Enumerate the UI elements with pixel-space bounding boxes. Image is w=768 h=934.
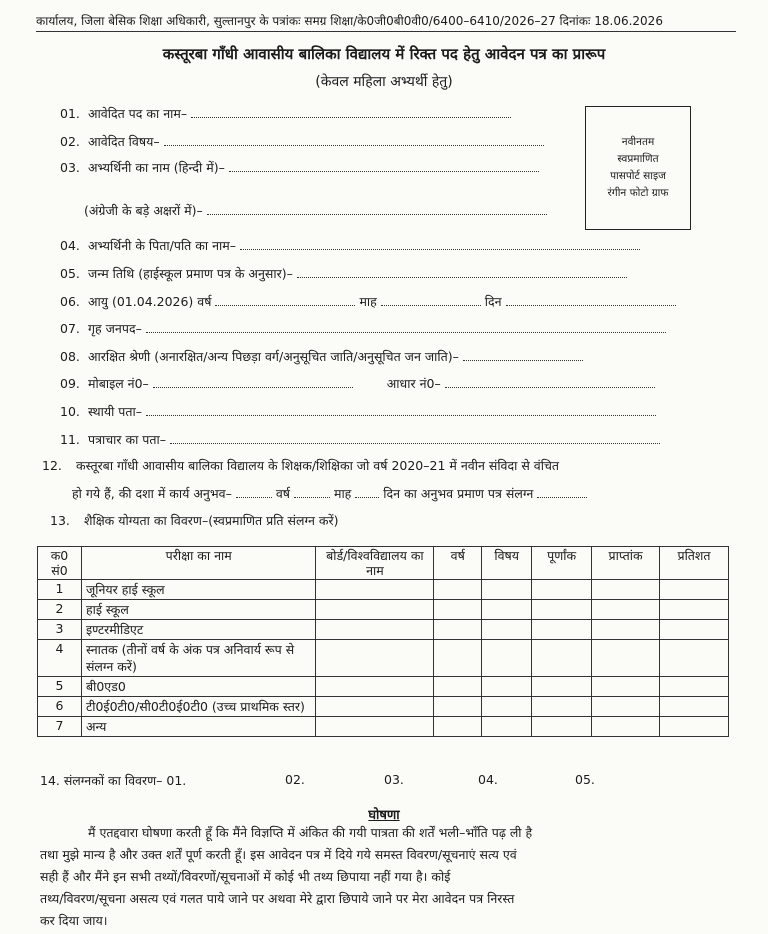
field-name-hindi bbox=[60, 157, 539, 177]
attachment-item: 02. bbox=[285, 772, 305, 787]
declaration-text bbox=[40, 822, 680, 932]
experience-year-label: वर्ष bbox=[275, 486, 290, 501]
field-postal-address bbox=[60, 429, 660, 449]
table-cell-input[interactable] bbox=[316, 620, 434, 640]
age-label: आयु (01.04.2026) वर्ष bbox=[87, 294, 212, 309]
table-cell-input[interactable] bbox=[660, 717, 729, 737]
column-header: पूर्णांक bbox=[532, 547, 592, 580]
attachment-item: 04. bbox=[478, 772, 498, 787]
field-contact bbox=[60, 373, 655, 393]
dob-input[interactable] bbox=[297, 263, 627, 278]
field-label: पत्राचार का पता– bbox=[87, 432, 167, 447]
experience-text: दिन का अनुभव प्रमाण पत्र संलग्न bbox=[383, 486, 534, 501]
subject-input[interactable] bbox=[164, 131, 544, 146]
field-post-name bbox=[60, 103, 511, 123]
table-cell-input[interactable] bbox=[660, 580, 729, 600]
field-number: 02. bbox=[60, 134, 80, 149]
age-days-input[interactable] bbox=[506, 291, 676, 306]
row-exam-name: टी0ई0टी0/सी0टी0ई0टी0 (उच्च प्राथमिक स्तर) bbox=[81, 697, 316, 717]
photo-box bbox=[585, 106, 691, 230]
table-cell-input[interactable] bbox=[434, 600, 482, 620]
age-month-label: माह bbox=[359, 294, 377, 309]
table-cell-input[interactable] bbox=[316, 697, 434, 717]
table-cell-input[interactable] bbox=[592, 640, 660, 677]
aadhaar-input[interactable] bbox=[445, 373, 655, 388]
age-months-input[interactable] bbox=[381, 291, 481, 306]
field-number: 04. bbox=[60, 238, 80, 253]
field-experience bbox=[42, 456, 559, 476]
field-father-husband-name bbox=[60, 235, 640, 255]
field-label: आरक्षित श्रेणी (अनारक्षित/अन्य पिछड़ा वर्ग/अनुसूचित जाति/अनुसूचित जन जाति)– bbox=[87, 349, 459, 364]
table-cell-input[interactable] bbox=[660, 677, 729, 697]
field-name-english bbox=[84, 200, 547, 220]
declaration-line: तथा मुझे मान्य है और उक्त शर्तें पूर्ण करती हूँ। इस आवेदन पत्र में दिये गये समस्त विवरण/सूचनाएं सत्य एवं bbox=[40, 847, 517, 862]
table-cell-input[interactable] bbox=[592, 677, 660, 697]
table-row bbox=[38, 620, 729, 640]
table-header-row bbox=[38, 547, 729, 580]
experience-text: कस्तूरबा गाँधी आवासीय बालिका विद्यालय के शिक्षक/शिक्षिका जो वर्ष 2020–21 में नवीन संविदा से वंचित bbox=[75, 458, 560, 473]
table-cell-input[interactable] bbox=[482, 697, 532, 717]
education-table bbox=[37, 546, 729, 737]
table-cell-input[interactable] bbox=[660, 697, 729, 717]
table-row bbox=[38, 600, 729, 620]
experience-trailing-dots bbox=[537, 483, 587, 498]
column-header: बोर्ड/विश्वविद्यालय का नाम bbox=[316, 547, 434, 580]
field-reserved-category bbox=[60, 346, 583, 366]
declaration-line: सही हैं और मैंने इन सभी तथ्यों/विवरणों/सूचनाओं में कोई भी तथ्य छिपाया नहीं गया है। कोई bbox=[40, 869, 451, 884]
field-permanent-address bbox=[60, 401, 656, 421]
table-cell-input[interactable] bbox=[532, 717, 592, 737]
experience-month-label: माह bbox=[333, 486, 352, 501]
form-subtitle: (केवल महिला अभ्यर्थी हेतु) bbox=[315, 74, 453, 90]
field-number: 10. bbox=[60, 404, 80, 419]
form-title: कस्तूरबा गाँधी आवासीय बालिका विद्यालय में रिक्त पद हेतु आवेदन पत्र का प्रारूप bbox=[162, 45, 606, 63]
field-label: आवेदित पद का नाम– bbox=[87, 106, 188, 121]
field-number: 12. bbox=[42, 458, 62, 473]
table-cell-input[interactable] bbox=[532, 640, 592, 677]
table-row bbox=[38, 580, 729, 600]
name-hindi-input[interactable] bbox=[229, 157, 539, 172]
field-number: 09. bbox=[60, 376, 80, 391]
postal-address-input[interactable] bbox=[170, 429, 660, 444]
row-exam-name: हाई स्कूल bbox=[81, 600, 316, 620]
table-cell-input[interactable] bbox=[434, 677, 482, 697]
table-cell-input[interactable] bbox=[592, 600, 660, 620]
experience-months-input[interactable] bbox=[294, 483, 330, 498]
field-label: स्थायी पता– bbox=[87, 404, 142, 419]
column-header: परीक्षा का नाम bbox=[81, 547, 316, 580]
column-header: क0 सं0 bbox=[38, 547, 82, 580]
field-home-district bbox=[60, 318, 666, 338]
row-exam-name: जूनियर हाई स्कूल bbox=[81, 580, 316, 600]
experience-years-input[interactable] bbox=[236, 483, 272, 498]
table-cell-input[interactable] bbox=[434, 717, 482, 737]
experience-text: हो गये हैं, की दशा में कार्य अनुभव– bbox=[72, 486, 232, 501]
row-exam-name: अन्य bbox=[81, 717, 316, 737]
table-cell-input[interactable] bbox=[316, 580, 434, 600]
permanent-address-input[interactable] bbox=[146, 401, 656, 416]
table-cell-input[interactable] bbox=[316, 717, 434, 737]
table-cell-input[interactable] bbox=[660, 600, 729, 620]
attachments-row bbox=[0, 772, 768, 792]
row-serial: 6 bbox=[38, 697, 82, 717]
table-cell-input[interactable] bbox=[532, 580, 592, 600]
table-cell-input[interactable] bbox=[482, 677, 532, 697]
field-number: 11. bbox=[60, 432, 80, 447]
table-row bbox=[38, 677, 729, 697]
field-label: आवेदित विषय– bbox=[87, 134, 160, 149]
field-label: (अंग्रेजी के बड़े अक्षरों में)– bbox=[84, 203, 203, 218]
attachments-label: 14. संलग्नकों का विवरण– 01. bbox=[40, 773, 187, 788]
declaration-line: तथ्य/विवरण/सूचना असत्य एवं गलत पाये जाने पर अथवा मेरे द्वारा छिपाये जाने पर मेरा आवेदन पत्र निरस्त bbox=[40, 891, 515, 906]
table-row bbox=[38, 697, 729, 717]
photo-box-line: रंगीन फोटो ग्राफ bbox=[607, 187, 669, 199]
field-number: 06. bbox=[60, 294, 80, 309]
table-cell-input[interactable] bbox=[434, 697, 482, 717]
reserved-category-input[interactable] bbox=[463, 346, 583, 361]
table-cell-input[interactable] bbox=[316, 640, 434, 677]
table-cell-input[interactable] bbox=[660, 640, 729, 677]
row-serial: 4 bbox=[38, 640, 82, 677]
declaration-heading: घोषणा bbox=[368, 808, 400, 823]
field-dob bbox=[60, 263, 627, 283]
table-cell-input[interactable] bbox=[434, 640, 482, 677]
declaration-line: मैं एतद्दवारा घोषणा करती हूँ कि मैंने विज्ञप्ति में अंकित की गयी पात्रता की शर्तें भली–भाँति पढ़ ली है bbox=[88, 825, 533, 840]
field-age bbox=[60, 291, 676, 311]
field-label: जन्म तिथि (हाईस्कूल प्रमाण पत्र के अनुसार)– bbox=[87, 266, 293, 281]
mobile-input[interactable] bbox=[153, 373, 353, 388]
father-husband-name-input[interactable] bbox=[240, 235, 640, 250]
table-cell-input[interactable] bbox=[592, 580, 660, 600]
table-cell-input[interactable] bbox=[532, 677, 592, 697]
declaration-line: कर दिया जाय। bbox=[40, 913, 108, 928]
experience-days-input[interactable] bbox=[355, 483, 379, 498]
table-row bbox=[38, 640, 729, 677]
table-cell-input[interactable] bbox=[482, 600, 532, 620]
table-cell-input[interactable] bbox=[482, 620, 532, 640]
row-serial: 5 bbox=[38, 677, 82, 697]
education-label: शैक्षिक योग्यता का विवरण–(स्वप्रमाणित प्रति संलग्न करें) bbox=[83, 513, 339, 528]
field-number: 05. bbox=[60, 266, 80, 281]
table-row bbox=[38, 717, 729, 737]
table-cell-input[interactable] bbox=[592, 697, 660, 717]
table-cell-input[interactable] bbox=[532, 697, 592, 717]
column-header: विषय bbox=[482, 547, 532, 580]
field-subject bbox=[60, 131, 544, 151]
field-number: 07. bbox=[60, 321, 80, 336]
name-english-input[interactable] bbox=[207, 200, 547, 215]
column-header: प्रतिशत bbox=[660, 547, 729, 580]
age-years-input[interactable] bbox=[215, 291, 355, 306]
table-cell-input[interactable] bbox=[482, 580, 532, 600]
field-label: अभ्यर्थिनी का नाम (हिन्दी में)– bbox=[87, 160, 225, 175]
photo-box-line: पासपोर्ट साइज bbox=[610, 170, 666, 182]
field-label: गृह जनपद– bbox=[87, 321, 142, 336]
table-cell-input[interactable] bbox=[532, 620, 592, 640]
photo-box-line: नवीनतम bbox=[621, 136, 655, 148]
row-serial: 3 bbox=[38, 620, 82, 640]
row-exam-name: स्नातक (तीनों वर्ष के अंक पत्र अनिवार्य रूप से संलग्न करें) bbox=[81, 640, 316, 677]
post-name-input[interactable] bbox=[191, 103, 511, 118]
photo-box-line: स्वप्रमाणित bbox=[617, 153, 659, 165]
table-cell-input[interactable] bbox=[592, 620, 660, 640]
table-cell-input[interactable] bbox=[592, 717, 660, 737]
field-number: 13. bbox=[50, 513, 70, 528]
aadhaar-label: आधार नं0– bbox=[386, 376, 441, 391]
row-serial: 1 bbox=[38, 580, 82, 600]
age-day-label: दिन bbox=[484, 294, 502, 309]
row-exam-name: बी0एड0 bbox=[81, 677, 316, 697]
field-experience-duration bbox=[72, 483, 587, 503]
column-header: वर्ष bbox=[434, 547, 482, 580]
table-cell-input[interactable] bbox=[316, 600, 434, 620]
table-cell-input[interactable] bbox=[482, 640, 532, 677]
column-header: प्राप्तांक bbox=[592, 547, 660, 580]
mobile-label: मोबाइल नं0– bbox=[87, 376, 149, 391]
table-cell-input[interactable] bbox=[482, 717, 532, 737]
attachment-item: 03. bbox=[384, 772, 404, 787]
field-education bbox=[50, 511, 338, 531]
row-serial: 2 bbox=[38, 600, 82, 620]
field-number: 08. bbox=[60, 349, 80, 364]
field-number: 01. bbox=[60, 106, 80, 121]
attachment-item: 05. bbox=[575, 772, 595, 787]
row-serial: 7 bbox=[38, 717, 82, 737]
office-letter-reference: कार्यालय, जिला बेसिक शिक्षा अधिकारी, सुल्तानपुर के पत्रांकः समग्र शिक्षा/के0जी0बी0वी0/6400–6410/2026–27 दिनांकः 18.06.2026 bbox=[36, 12, 736, 32]
home-district-input[interactable] bbox=[146, 318, 666, 333]
table-cell-input[interactable] bbox=[434, 620, 482, 640]
table-cell-input[interactable] bbox=[532, 600, 592, 620]
field-label: अभ्यर्थिनी के पिता/पति का नाम– bbox=[87, 238, 236, 253]
table-cell-input[interactable] bbox=[434, 580, 482, 600]
table-cell-input[interactable] bbox=[660, 620, 729, 640]
table-cell-input[interactable] bbox=[316, 677, 434, 697]
row-exam-name: इण्टरमीडिएट bbox=[81, 620, 316, 640]
field-number: 03. bbox=[60, 160, 80, 175]
